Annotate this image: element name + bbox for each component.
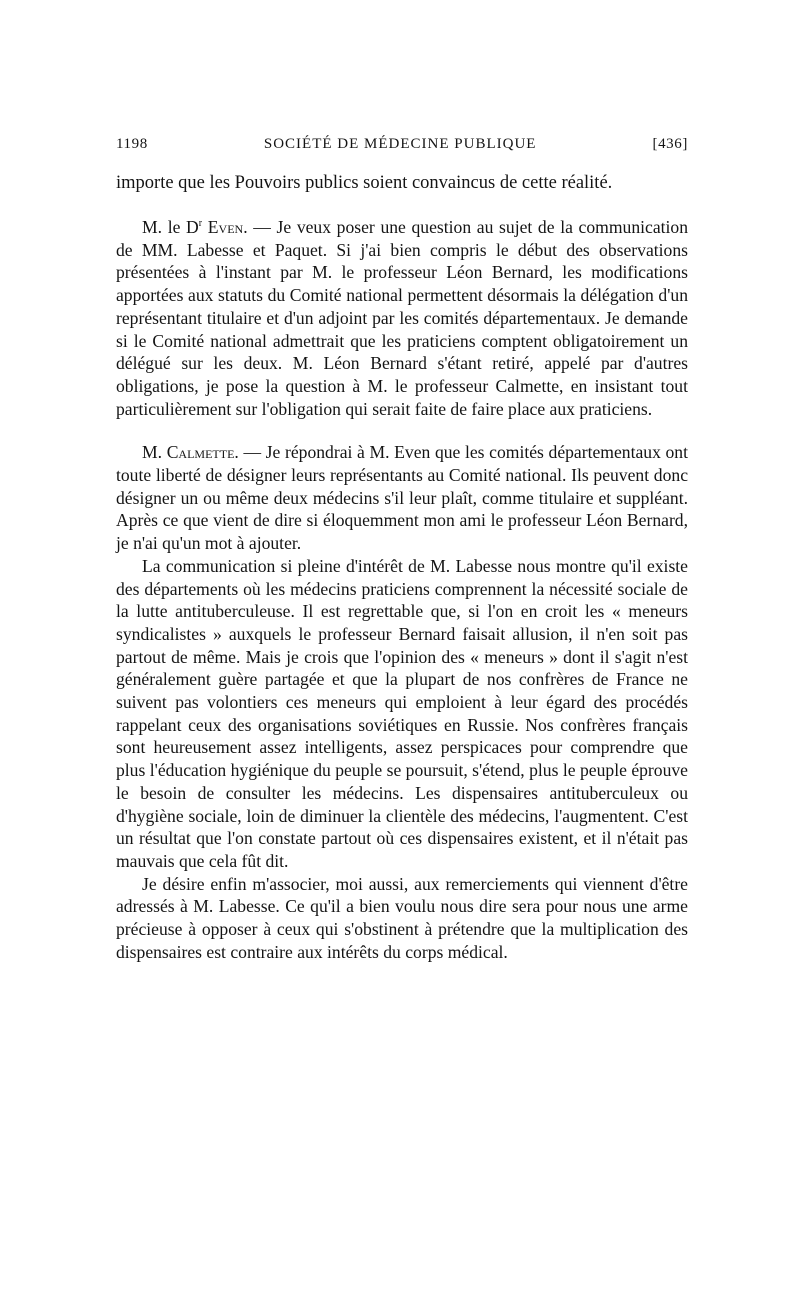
running-header xyxy=(116,136,688,153)
running-title: SOCIÉTÉ DE MÉDECINE PUBLIQUE xyxy=(263,136,537,152)
paragraph-calmette xyxy=(116,441,688,555)
speaker-calmette: M. Calmette. xyxy=(142,442,239,463)
paragraph-remerciements: Je désire enfin m'associer, moi aussi, aux remerciements qui viennent d'être adressés à M. Labesse. Ce qu'il a bien voulu nous dire sera pour nous une arme précieuse à opposer à ceux qui s'obstinent à prétendre que la multiplication des dispensaires est contraire aux intérêts du corps médical. xyxy=(116,873,688,962)
paragraph-even-text: — Je veux poser une question au sujet de la communication de MM. Labesse et Paquet. Si j'ai bien compris le début des observations présentées à l'instant par M. le professeur Léon Bernard, les modifications apportées aux statuts du Comité national permettent désormais la délégation d'un représentant titulaire et d'un adjoint par les comités départementaux. Je demande si le Comité national admettrait que les praticiens comptent obligatoirement un délégué sur les deux. M. Léon Bernard s'étant retiré, appelé par d'autres obligations, je pose la question à M. le professeur Calmette, en insistant tout particulièrement sur l'obligation qui serait faite de faire place aux praticiens. xyxy=(116,217,688,419)
paragraph-even xyxy=(116,216,688,420)
section-number: [436] xyxy=(652,136,688,152)
speaker-even: M. le $D^r$ Even. xyxy=(142,217,248,237)
book-page xyxy=(116,136,688,964)
paragraph-calmette-text: — Je répondrai à M. Even que les comités départementaux ont toute liberté de désigner leurs représentants au Comité national. Ils peuvent donc désigner un ou même deux médecins s'il leur plaît, comme titulaire et suppléant. Après ce que vient de dire si éloquemment mon ami le professeur Léon Bernard, je n'ai qu'un mot à ajouter. xyxy=(116,442,688,554)
paragraph-labesse-communication: La communication si pleine d'intérêt de M. Labesse nous montre qu'il existe des départements où les médecins praticiens comprennent la nécessité sociale de la lutte antituberculeuse. Il est regrettable que, si l'on en croit les « meneurs syndicalistes » auxquels le professeur Bernard faisait allusion, il n'en soit pas partout de même. Mais je crois que l'opinion des « meneurs » dont il s'agit n'est généralement guère partagée et que la plupart de nos confrères de France ne suivent pas volontiers ces meneurs qui emploient à leur égard des procédés rappelant ceux des organisations soviétiques en Russie. Nos confrères français sont heureusement assez intelligents, assez perspicaces pour comprendre que plus l'éducation hygiénique du peuple se poursuit, s'étend, plus le peuple éprouve le besoin de consulter les médecins. Les dispensaires antituberculeux ou d'hygiène sociale, loin de diminuer la clientèle des médecins, l'augmentent. C'est un résultat que l'on constate partout où ces dispensaires existent, et il n'était pas mauvais que cela fût dit. xyxy=(116,555,688,871)
page-number: 1198 xyxy=(116,136,148,152)
paragraph-continuation: importe que les Pouvoirs publics soient convaincus de cette réalité. xyxy=(116,173,613,193)
